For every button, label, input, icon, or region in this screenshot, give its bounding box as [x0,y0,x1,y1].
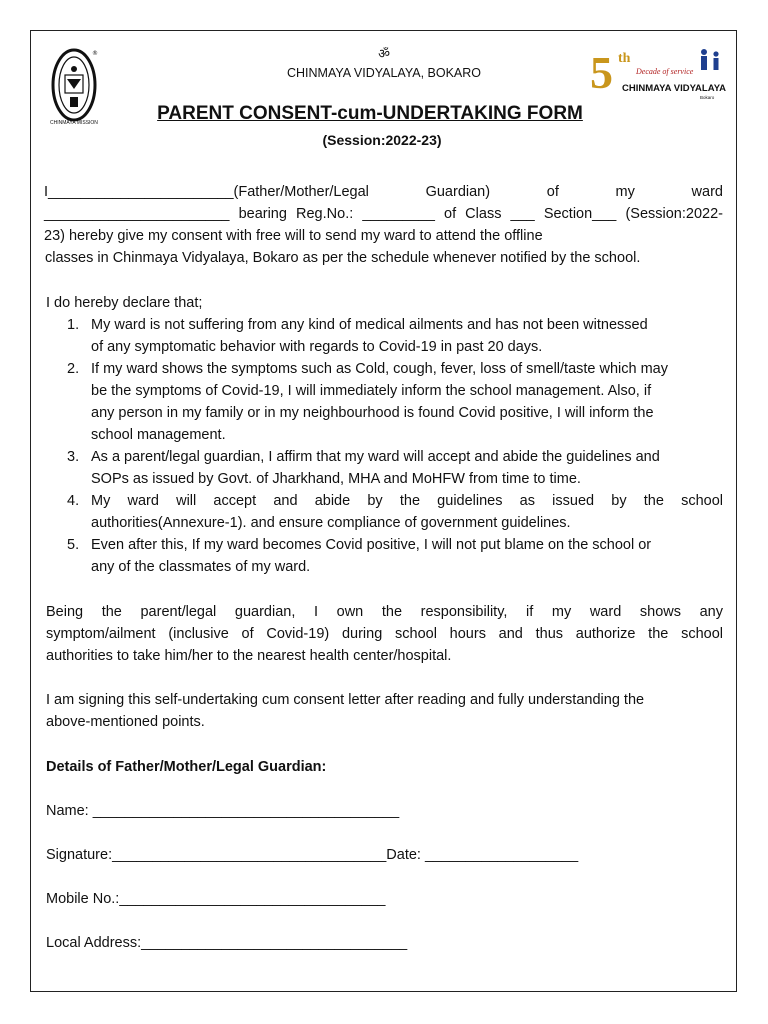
intro-line: 23) hereby give my consent with free will to send my ward to attend the offline [44,228,543,244]
svg-text:th: th [618,51,631,66]
local-address-field[interactable]: Local Address:_________________________________ [46,935,408,951]
svg-text:5: 5 [590,47,613,98]
svg-text:CHINMAYA VIDYALAYA: CHINMAYA VIDYALAYA [622,83,726,94]
list-number: 1. [67,317,80,333]
list-number: 5. [67,537,80,553]
list-line: any person in my family or in my neighbourhood is found Covid positive, I will inform the [91,405,654,421]
list-line: If my ward shows the symptoms such as Cold, cough, fever, loss of smell/taste which may [91,361,668,377]
list-line: authorities(Annexure-1). and ensure compliance of government guidelines. [91,515,571,531]
school-name: CHINMAYA VIDYALAYA, BOKARO [286,66,482,80]
paragraph-line: Being the parent/legal guardian, I own the responsibility, if my ward shows any [46,604,723,620]
intro-line: I_______________________(Father/Mother/Legal Guardian) of my ward [44,184,723,200]
list-number: 2. [67,361,80,377]
svg-text:Decade of service: Decade of service [636,67,694,76]
list-line: of any symptomatic behavior with regards to Covid-19 in past 20 days. [91,339,543,355]
declare-heading: I do hereby declare that; [46,295,203,311]
intro-paragraph [44,181,723,269]
responsibility-paragraph [46,601,723,667]
signing-paragraph [46,689,723,733]
paragraph-line: above-mentioned points. [46,714,205,730]
guardian-details-heading: Details of Father/Mother/Legal Guardian: [46,759,327,775]
svg-text:®: ® [92,50,98,57]
list-line: As a parent/legal guardian, I affirm that my ward will accept and abide the guidelines and [91,449,660,465]
mobile-field[interactable]: Mobile No.:_________________________________ [46,891,386,907]
list-line: SOPs as issued by Govt. of Jharkhand, MHA and MoHFW from time to time. [91,471,581,487]
session-label: (Session:2022-23) [322,132,442,148]
svg-text:Bokaro: Bokaro [700,95,715,100]
list-line: school management. [91,427,226,443]
list-line: Even after this, If my ward becomes Covid positive, I will not put blame on the school or [91,537,652,553]
paragraph-line: authorities to take him/her to the nearest health center/hospital. [46,648,452,664]
intro-line: _______________________ bearing Reg.No.: _________ of Class ___ Section___ (Session:2022- [44,206,723,222]
om-symbol: ॐ [378,47,390,62]
svg-text:CHINMAYA MISSION: CHINMAYA MISSION [50,120,98,125]
list-line: be the symptoms of Covid-19, I will immediately inform the school management. Also, if [91,383,652,399]
list-line: My ward is not suffering from any kind of medical ailments and has not been witnessed [91,317,648,333]
paragraph-line: I am signing this self-undertaking cum consent letter after reading and fully understanding the [46,692,645,708]
form-title: PARENT CONSENT-cum-UNDERTAKING FORM [157,103,583,124]
list-number: 3. [67,449,80,465]
paragraph-line: symptom/ailment (inclusive of Covid-19) during school hours and thus authorize the school [46,626,723,642]
signature-date-field[interactable]: Signature:__________________________________Date: ___________________ [46,847,579,863]
list-line: My ward will accept and abide by the guidelines as issued by the school [91,493,723,509]
list-number: 4. [67,493,80,509]
intro-line: classes in Chinmaya Vidyalaya, Bokaro as per the schedule whenever notified by the school. [45,250,641,266]
name-field[interactable]: Name: ______________________________________ [46,803,400,819]
list-line: any of the classmates of my ward. [91,559,311,575]
